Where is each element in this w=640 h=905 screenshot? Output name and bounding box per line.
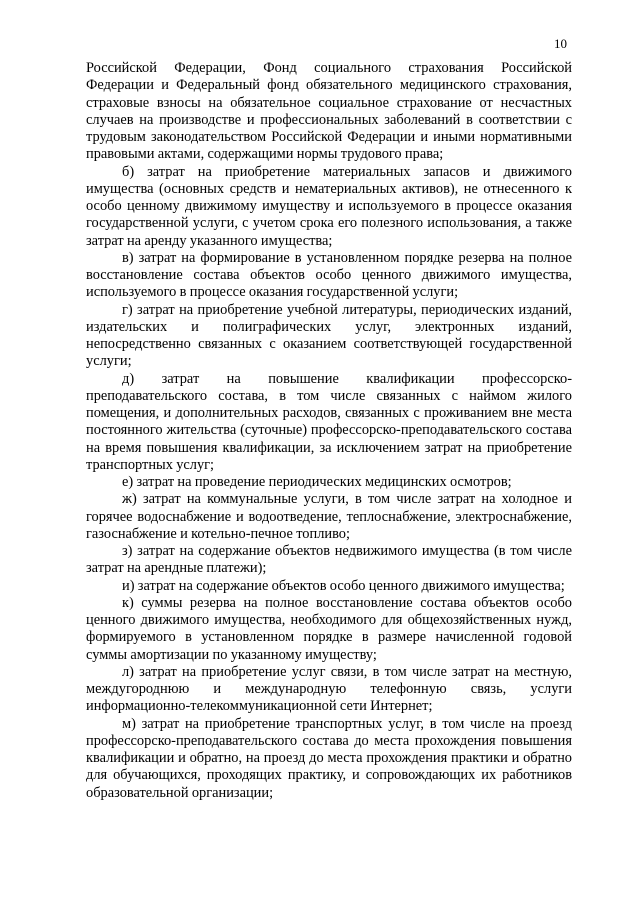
paragraph-item-k: к) суммы резерва на полное восстановление состава объектов особо ценного движимого имущества, необходимого для общехозяйственных нужд, формируемого в установленном порядке в размере начисленной годовой суммы амортизации по указанному имуществу;	[86, 594, 572, 663]
paragraph-item-l: л) затрат на приобретение услуг связи, в том числе затрат на местную, междугороднюю и международную телефонную связь, услуги информационно-телекоммуникационной сети Интернет;	[86, 663, 572, 715]
document-body	[86, 60, 572, 802]
paragraph-item-g: г) затрат на приобретение учебной литературы, периодических изданий, издательских и полиграфических услуг, электронных изданий, непосредственно связанных с оказанием соответствующей государственной услуги;	[86, 301, 572, 370]
page-number: 10	[554, 36, 567, 51]
paragraph-item-e: е) затрат на проведение периодических медицинских осмотров;	[122, 474, 512, 490]
paragraph-item-zh: ж) затрат на коммунальные услуги, в том числе затрат на холодное и горячее водоснабжение и водоотведение, теплоснабжение, электроснабжение, газоснабжение и котельно-печное топливо;	[86, 491, 572, 542]
paragraph-item-m: м) затрат на приобретение транспортных услуг, в том числе на проезд профессорско-преподавательского состава до места прохождения повышения квалификации и обратно, на проезд до места прохождения практики и обратно для обучающихся, проходящих практику, и сопровождающих их работников образовательной организации;	[86, 715, 572, 801]
paragraph-item-z: з) затрат на содержание объектов недвижимого имущества (в том числе затрат на арендные платежи);	[86, 543, 572, 577]
paragraph-item-d: д) затрат на повышение квалификации профессорско-преподавательского состава, в том числе связанных с наймом жилого помещения, и дополнительных расходов, связанных с проживанием вне места постоянного жительства (суточные) профессорско-преподавательского состава на время повышения квалификации, за исключением затрат на приобретение транспортных услуг;	[86, 370, 572, 473]
paragraph-item-b: б) затрат на приобретение материальных запасов и движимого имущества (основных средств и нематериальных активов), не отнесенного к особо ценному движимому имуществу и используемого в процессе оказания государственной услуги, с учетом срока его полезного использования, а также затрат на аренду указанного имущества;	[86, 163, 572, 249]
paragraph-item-v: в) затрат на формирование в установленном порядке резерва на полное восстановление состава объектов особо ценного движимого имущества, используемого в процессе оказания государственной услуги;	[86, 249, 572, 301]
paragraph-item-i: и) затрат на содержание объектов особо ценного движимого имущества;	[122, 577, 565, 594]
paragraph-continuation: Российской Федерации, Фонд социального страхования Российской Федерации и Федеральный фонд обязательного медицинского страхования, страховые взносы на обязательное социальное страхование от несчастных случаев на производстве и профессиональных заболеваний в соответствии с трудовым законодательством Российской Федерации и иными нормативными правовыми актами, содержащими нормы трудового права;	[86, 60, 572, 163]
